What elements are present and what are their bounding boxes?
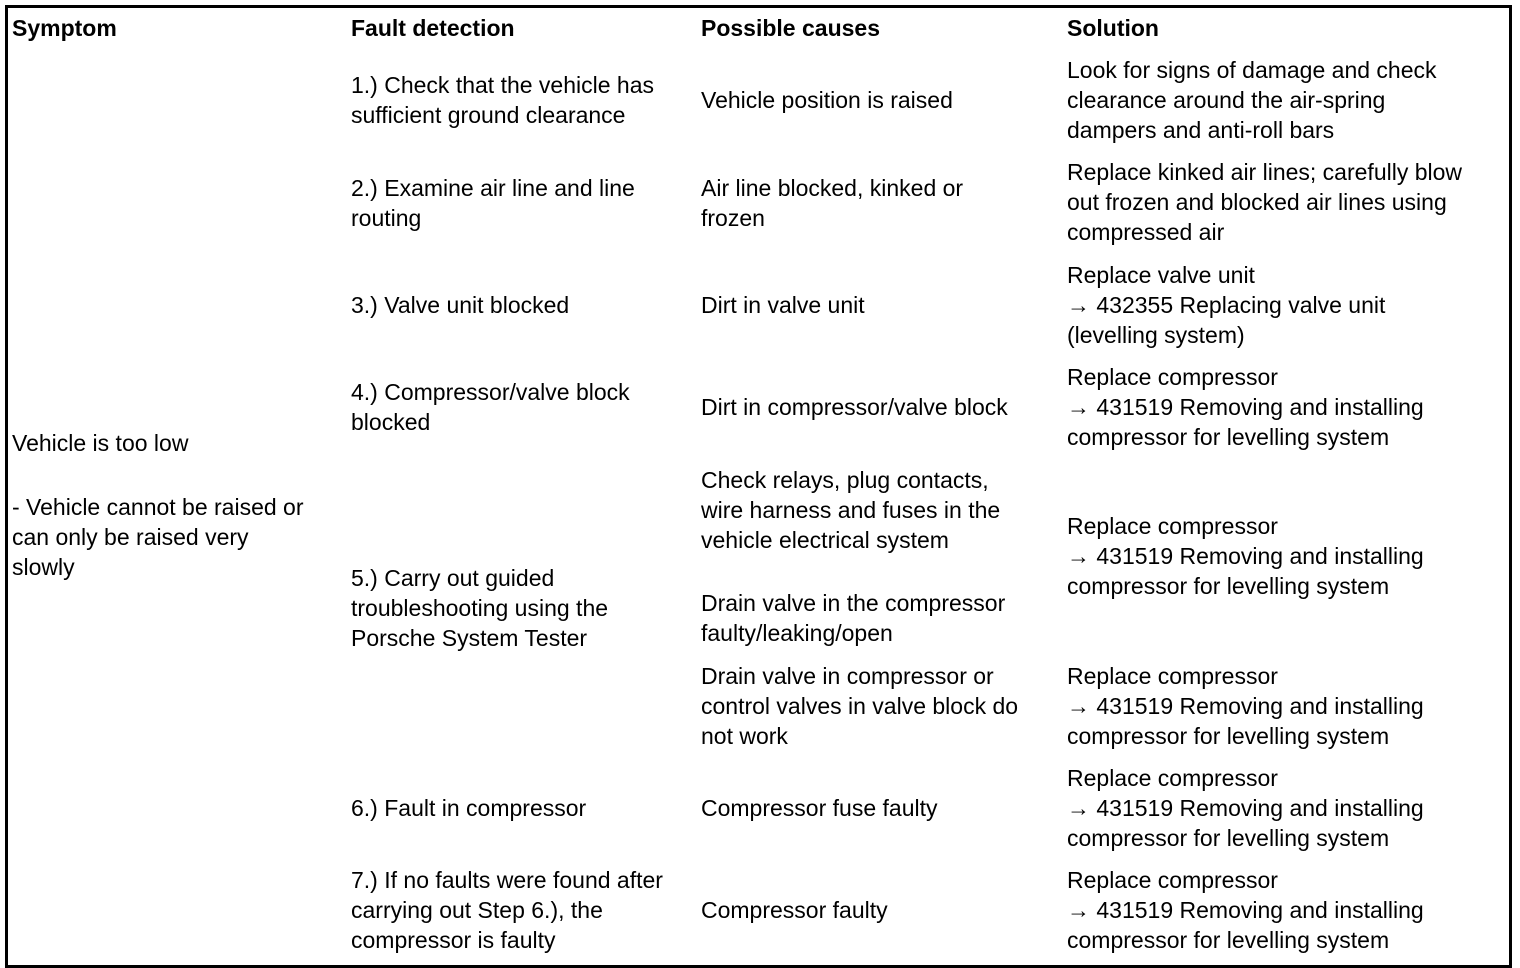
row-1-fault: 1.) Check that the vehicle has sufficient ground clearance bbox=[351, 72, 654, 128]
row-7-solution: Replace compressor → 431519 Removing and installing compressor for levelling system bbox=[1067, 867, 1424, 953]
row-1-cause: Vehicle position is raised bbox=[701, 87, 953, 113]
row-7-fault: 7.) If no faults were found after carrying out Step 6.), the compressor is faulty bbox=[351, 867, 663, 953]
row-5-fault: 5.) Carry out guided troubleshooting using the Porsche System Tester bbox=[351, 565, 609, 651]
row-5-solution-1: Replace compressor → 431519 Removing and installing compressor for levelling system bbox=[1067, 513, 1424, 599]
row-5-cause-2: Drain valve in the compressor faulty/leaking/open bbox=[701, 590, 1006, 646]
row-2-cause: Air line blocked, kinked or frozen bbox=[701, 175, 964, 231]
row-5-cause-3: Drain valve in compressor or control valves in valve block do not work bbox=[701, 663, 1019, 749]
row-2-fault: 2.) Examine air line and line routing bbox=[351, 175, 635, 231]
symptom-title: Vehicle is too low bbox=[12, 430, 189, 456]
row-3-cause: Dirt in valve unit bbox=[701, 292, 865, 318]
header-solution: Solution bbox=[1067, 15, 1159, 41]
row-6-cause: Compressor fuse faulty bbox=[701, 795, 938, 821]
row-3-fault: 3.) Valve unit blocked bbox=[351, 292, 570, 318]
row-5-cause-1: Check relays, plug contacts, wire harness and fuses in the vehicle electrical system bbox=[701, 467, 1001, 553]
row-1-solution: Look for signs of damage and check clearance around the air-spring dampers and anti-roll bars bbox=[1067, 57, 1437, 143]
header-fault-detection: Fault detection bbox=[351, 15, 515, 41]
header-possible-causes: Possible causes bbox=[701, 15, 880, 41]
row-4-solution: Replace compressor → 431519 Removing and installing compressor for levelling system bbox=[1067, 364, 1424, 450]
row-6-fault: 6.) Fault in compressor bbox=[351, 795, 587, 821]
row-4-cause: Dirt in compressor/valve block bbox=[701, 394, 1008, 420]
header-symptom: Symptom bbox=[12, 15, 117, 41]
row-6-solution: Replace compressor → 431519 Removing and installing compressor for levelling system bbox=[1067, 765, 1424, 851]
row-5-solution-2: Replace compressor → 431519 Removing and installing compressor for levelling system bbox=[1067, 663, 1424, 749]
symptom-detail: - Vehicle cannot be raised or can only be raised very slowly bbox=[12, 494, 304, 580]
row-7-cause: Compressor faulty bbox=[701, 897, 888, 923]
row-4-fault: 4.) Compressor/valve block blocked bbox=[351, 379, 630, 435]
row-3-solution: Replace valve unit → 432355 Replacing valve unit (levelling system) bbox=[1067, 262, 1386, 348]
row-2-solution: Replace kinked air lines; carefully blow out frozen and blocked air lines using compressed air bbox=[1067, 159, 1463, 245]
